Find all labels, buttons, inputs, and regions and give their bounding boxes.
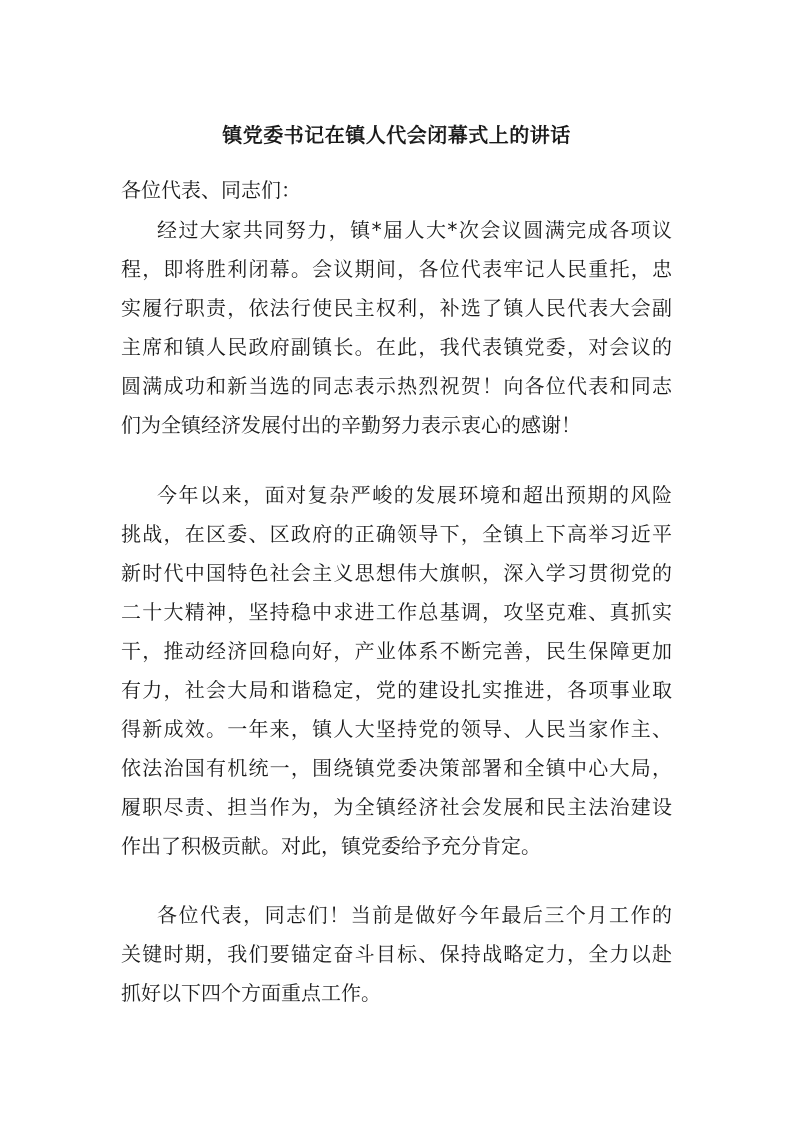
text-line: 主席和镇人民政府副镇长。在此，我代表镇党委，对会议的 [121,335,672,359]
text-line: 们为全镇经济发展付出的辛勤努力表示衷心的感谢！ [121,413,581,437]
paragraph-2 [121,476,672,866]
text-line: 得新成效。一年来，镇人大坚持党的领导、人民当家作主、 [121,717,672,741]
text-line: 二十大精神，坚持稳中求进工作总基调，攻坚克难、真抓实 [121,600,672,624]
text-line: 抓好以下四个方面重点工作。 [121,981,381,1005]
text-line: 依法治国有机统一，围绕镇党委决策部署和全镇中心大局， [121,756,672,780]
document-title: 镇党委书记在镇人代会闭幕式上的讲话 [222,123,571,147]
text-line: 履职尽责、担当作为，为全镇经济社会发展和民主法治建设 [121,795,672,819]
text-line: 程，即将胜利闭幕。会议期间，各位代表牢记人民重托，忠 [121,257,672,281]
text-line: 今年以来，面对复杂严峻的发展环境和超出预期的风险 [157,483,672,507]
text-line: 有力，社会大局和谐稳定，党的建设扎实推进，各项事业取 [121,678,672,702]
text-line: 实履行职责，依法行使民主权利，补选了镇人民代表大会副 [121,296,672,320]
text-line: 作出了积极贡献。对此，镇党委给予充分肯定。 [121,834,541,858]
paragraph-3 [121,896,672,1013]
paragraph-1 [121,211,672,445]
text-line: 挑战，在区委、区政府的正确领导下，全镇上下高举习近平 [121,522,672,546]
text-line: 关键时期，我们要锚定奋斗目标、保持战略定力，全力以赴 [121,942,672,966]
text-line: 圆满成功和新当选的同志表示热烈祝贺！向各位代表和同志 [121,374,672,398]
text-line: 各位代表，同志们！当前是做好今年最后三个月工作的 [157,903,672,927]
text-line: 新时代中国特色社会主义思想伟大旗帜，深入学习贯彻党的 [121,561,672,585]
salutation: 各位代表、同志们： [121,178,301,202]
text-line: 干，推动经济回稳向好，产业体系不断完善，民生保障更加 [121,639,672,663]
text-line: 经过大家共同努力，镇*届人大*次会议圆满完成各项议 [157,218,672,242]
